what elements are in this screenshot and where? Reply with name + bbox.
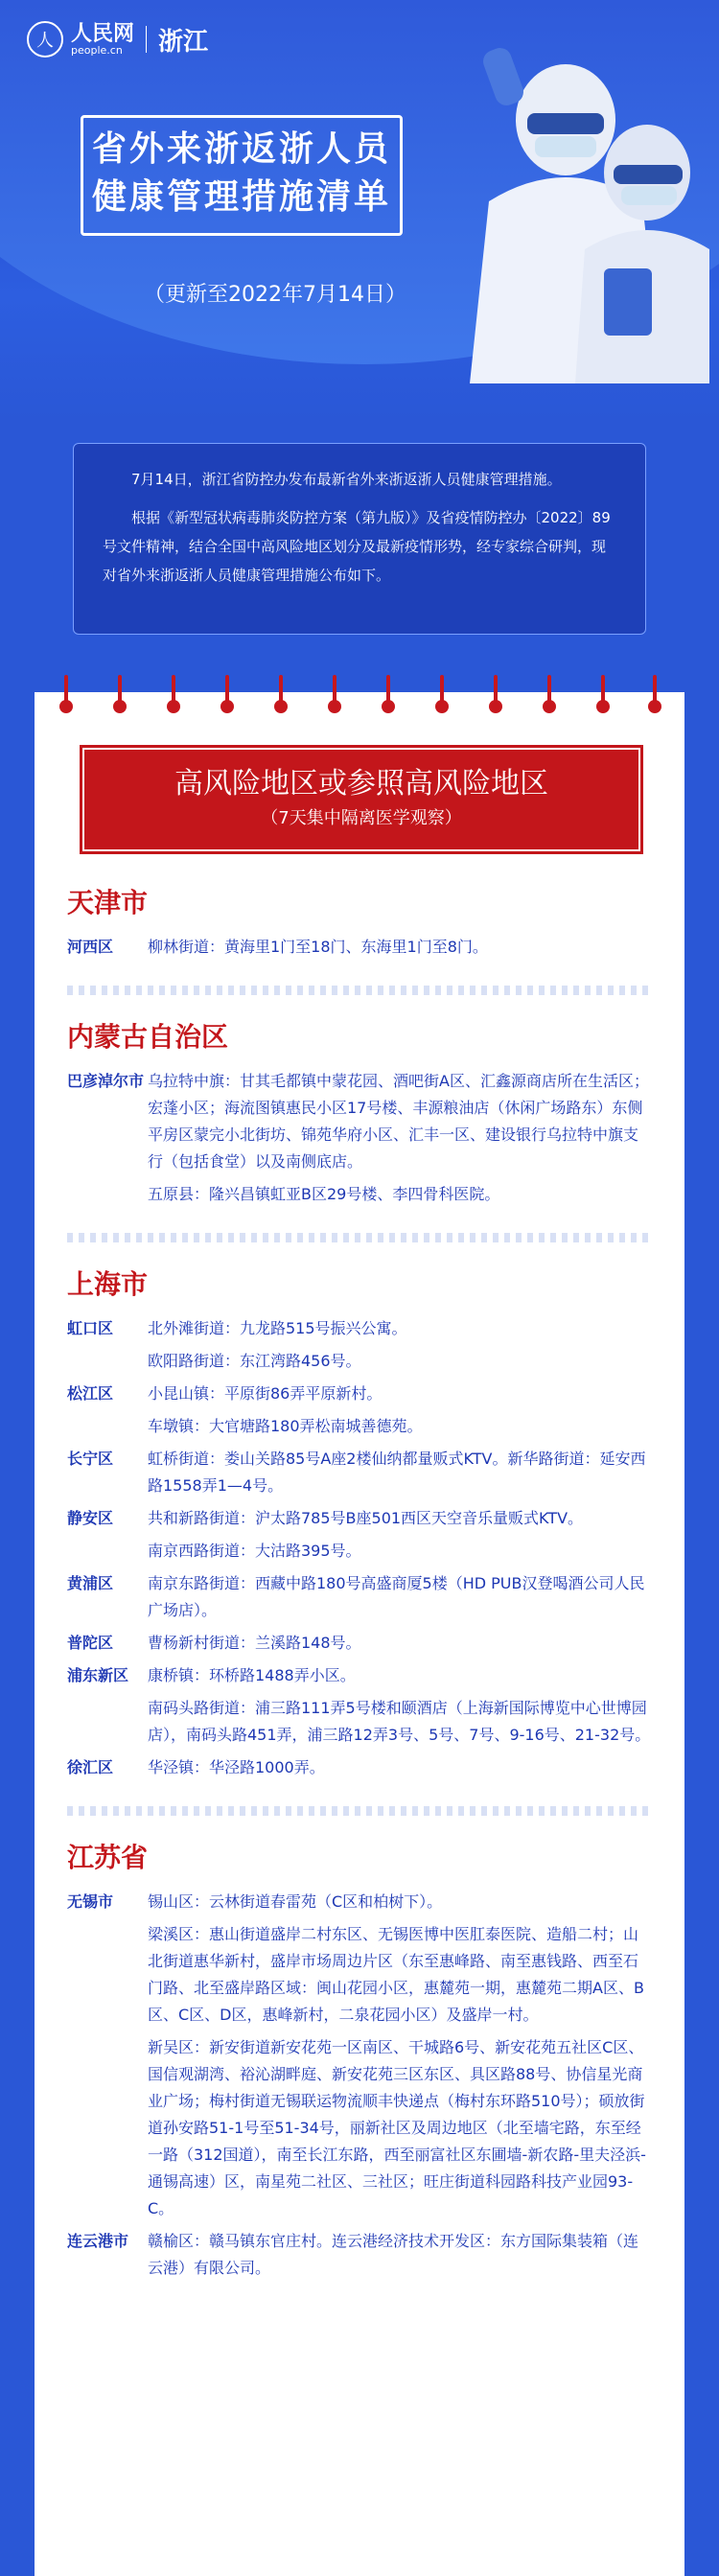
location-text: 小昆山镇：平原街86弄平原新村。 — [148, 1384, 383, 1403]
district-label — [67, 1348, 148, 1375]
location-text: 南码头路街道：浦三路111弄5号楼和颐酒店（上海新国际博览中心世博园店），南码头路451弄，浦三路12弄3号、5号、7号、9-16号、21-32号。 — [148, 1699, 651, 1744]
risk-level-subtitle: （7天集中隔离医学观察） — [261, 808, 462, 828]
district-label — [67, 2034, 148, 2222]
region-jiangsu — [67, 1839, 652, 2282]
page-title-line1: 省外来浙返浙人员 — [91, 129, 391, 169]
section-divider — [67, 986, 652, 995]
list-item — [67, 2034, 652, 2222]
list-item — [67, 1505, 652, 1532]
district-label — [67, 1921, 148, 2029]
district-label: 长宁区 — [67, 1450, 114, 1468]
location-text: 车墩镇：大官塘路180弄松南城善德苑。 — [148, 1417, 423, 1435]
location-text: 锡山区：云林街道春雷苑（C区和柏树下）。 — [148, 1892, 443, 1911]
risk-level-banner — [82, 748, 640, 851]
list-item — [67, 1538, 652, 1565]
list-item — [67, 1695, 652, 1749]
district-label: 黄浦区 — [67, 1574, 114, 1592]
update-date: （更新至2022年7月14日） — [144, 283, 406, 307]
binder-ring-icon — [382, 675, 395, 711]
risk-level-title: 高风险地区或参照高风险地区 — [174, 767, 548, 801]
medical-workers-illustration-icon — [451, 29, 709, 383]
logo-divider — [146, 26, 147, 53]
list-item — [67, 1754, 652, 1781]
location-text: 南京西路街道：大沽路395号。 — [148, 1542, 361, 1560]
list-item — [67, 1348, 652, 1375]
binder-ring-icon — [274, 675, 288, 711]
page-title-line2: 健康管理措施清单 — [91, 177, 391, 217]
list-item — [67, 1181, 652, 1208]
list-item — [67, 1413, 652, 1440]
region-shanghai — [67, 1265, 652, 1781]
region-inner-mongolia — [67, 1018, 652, 1208]
region-title: 内蒙古自治区 — [67, 1021, 229, 1053]
district-label: 无锡市 — [67, 1892, 114, 1911]
district-label — [67, 1413, 148, 1440]
district-label: 连云港市 — [67, 2232, 129, 2250]
region-tianjin — [67, 884, 652, 961]
district-label — [67, 1538, 148, 1565]
intro-paragraph-1: 7月14日，浙江省防控办发布最新省外来浙返浙人员健康管理措施。 — [131, 471, 562, 488]
location-text: 梁溪区：惠山街道盛岸二村东区、无锡医博中医肛泰医院、造船二村；山北街道惠华新村，盛岸市场周边片区（东至惠峰路、南至惠钱路、西至石门路、北至盛岸路区域：闽山花园小区，惠麓苑一期，惠麓苑二期A区、B区、C区、D区，惠峰新村，二泉花园小区）及盛岸一村。 — [148, 1925, 644, 2024]
district-label: 松江区 — [67, 1384, 114, 1403]
location-text: 欧阳路街道：东江湾路456号。 — [148, 1352, 361, 1370]
district-label: 巴彦淖尔市 — [67, 1072, 145, 1090]
district-label — [67, 1695, 148, 1749]
list-item — [67, 1068, 652, 1175]
list-item — [67, 934, 652, 961]
district-label: 浦东新区 — [67, 1666, 129, 1684]
location-text: 柳林街道：黄海里1门至18门、东海里1门至8门。 — [148, 938, 488, 956]
intro-paragraph-2: 根据《新型冠状病毒肺炎防控方案（第九版）》及省疫情防控办〔2022〕89号文件精神，结合全国中高风险地区划分及最新疫情形势，经专家综合研判，现对省外来浙返浙人员健康管理措施公布如下。 — [103, 509, 611, 584]
location-text: 南京东路街道：西藏中路180号高盛商厦5楼（HD PUB汉登喝酒公司人民广场店）。 — [148, 1574, 645, 1619]
location-text: 五原县：隆兴昌镇虹亚B区29号楼、李四骨科医院。 — [148, 1185, 500, 1203]
section-divider — [67, 1806, 652, 1816]
logo-text — [71, 20, 135, 57]
intro-panel — [73, 443, 646, 635]
location-text: 赣榆区：赣马镇东官庄村。连云港经济技术开发区：东方国际集装箱（连云港）有限公司。 — [148, 2232, 639, 2277]
binder-ring-icon — [113, 675, 127, 711]
district-label: 虹口区 — [67, 1319, 114, 1337]
binder-ring-icon — [59, 675, 73, 711]
region-title: 江苏省 — [67, 1842, 149, 1873]
list-item — [67, 1921, 652, 2029]
binder-ring-icon — [167, 675, 180, 711]
province-name: 浙江 — [158, 27, 209, 57]
district-label: 河西区 — [67, 938, 114, 956]
location-text: 虹桥街道：娄山关路85号A座2楼仙纳都量贩式KTV。新华路街道：延安西路1558弄1—4号。 — [148, 1450, 646, 1495]
list-item — [67, 1662, 652, 1689]
list-item — [67, 2228, 652, 2282]
list-item — [67, 1446, 652, 1499]
list-item — [67, 1315, 652, 1342]
location-text: 新吴区：新安街道新安花苑一区南区、干城路6号、新安花苑五社区C区、国信观湖湾、裕沁湖畔庭、新安花苑三区东区、具区路88号、协信星光商业广场；梅村街道无锡联运物流顺丰快递点（梅村东环路510号）；硕放街道孙安路51-1号至51-34号，丽新社区及周边地区（北至墙宅路，东至经一路（312国道），南至长江东路，西至丽富社区东圃墙-新农路-里夫泾浜-通锡高速）区，南星苑二社区、三社区；旺庄街道科园路科技产业园93-C。 — [148, 2038, 646, 2217]
binder-ring-icon — [648, 675, 661, 711]
brand-site: people.cn — [71, 43, 123, 57]
location-text: 康桥镇：环桥路1488弄小区。 — [148, 1666, 356, 1684]
district-label: 徐汇区 — [67, 1758, 114, 1776]
location-text: 乌拉特中旗：甘其毛都镇中蒙花园、酒吧街A区、汇鑫源商店所在生活区；宏蓬小区；海流图镇惠民小区17号楼、丰源粮油店（休闲广场路东）东侧平房区蒙完小北街坊、锦苑华府小区、汇丰一区、建设银行乌拉特中旗支行（包括食堂）以及南侧底店。 — [148, 1072, 649, 1171]
region-list — [67, 884, 652, 2307]
binder-ring-icon — [543, 675, 556, 711]
location-text: 华泾镇：华泾路1000弄。 — [148, 1758, 325, 1776]
list-paper — [35, 692, 684, 2576]
location-text: 共和新路街道：沪太路785号B座501西区天空音乐量贩式KTV。 — [148, 1509, 584, 1527]
site-logo[interactable] — [27, 21, 208, 58]
brand-name: 人民网 — [71, 20, 135, 46]
district-label: 静安区 — [67, 1509, 114, 1527]
binder-ring-icon — [596, 675, 610, 711]
list-item — [67, 1630, 652, 1657]
hero-header — [0, 0, 719, 422]
location-text: 曹杨新村街道：兰溪路148号。 — [148, 1634, 361, 1652]
list-item — [67, 1889, 652, 1915]
district-label: 普陀区 — [67, 1634, 114, 1652]
section-divider — [67, 1233, 652, 1242]
district-label — [67, 1181, 148, 1208]
page-title-box — [81, 115, 403, 236]
location-text: 北外滩街道：九龙路515号振兴公寓。 — [148, 1319, 407, 1337]
binder-ring-icon — [328, 675, 341, 711]
list-item — [67, 1381, 652, 1407]
logo-mark-icon: 人 — [27, 21, 63, 58]
binder-ring-icon — [435, 675, 449, 711]
list-item — [67, 1570, 652, 1624]
region-title: 天津市 — [67, 887, 149, 918]
binder-ring-icon — [489, 675, 502, 711]
binder-ring-icon — [220, 675, 234, 711]
region-title: 上海市 — [67, 1268, 149, 1300]
